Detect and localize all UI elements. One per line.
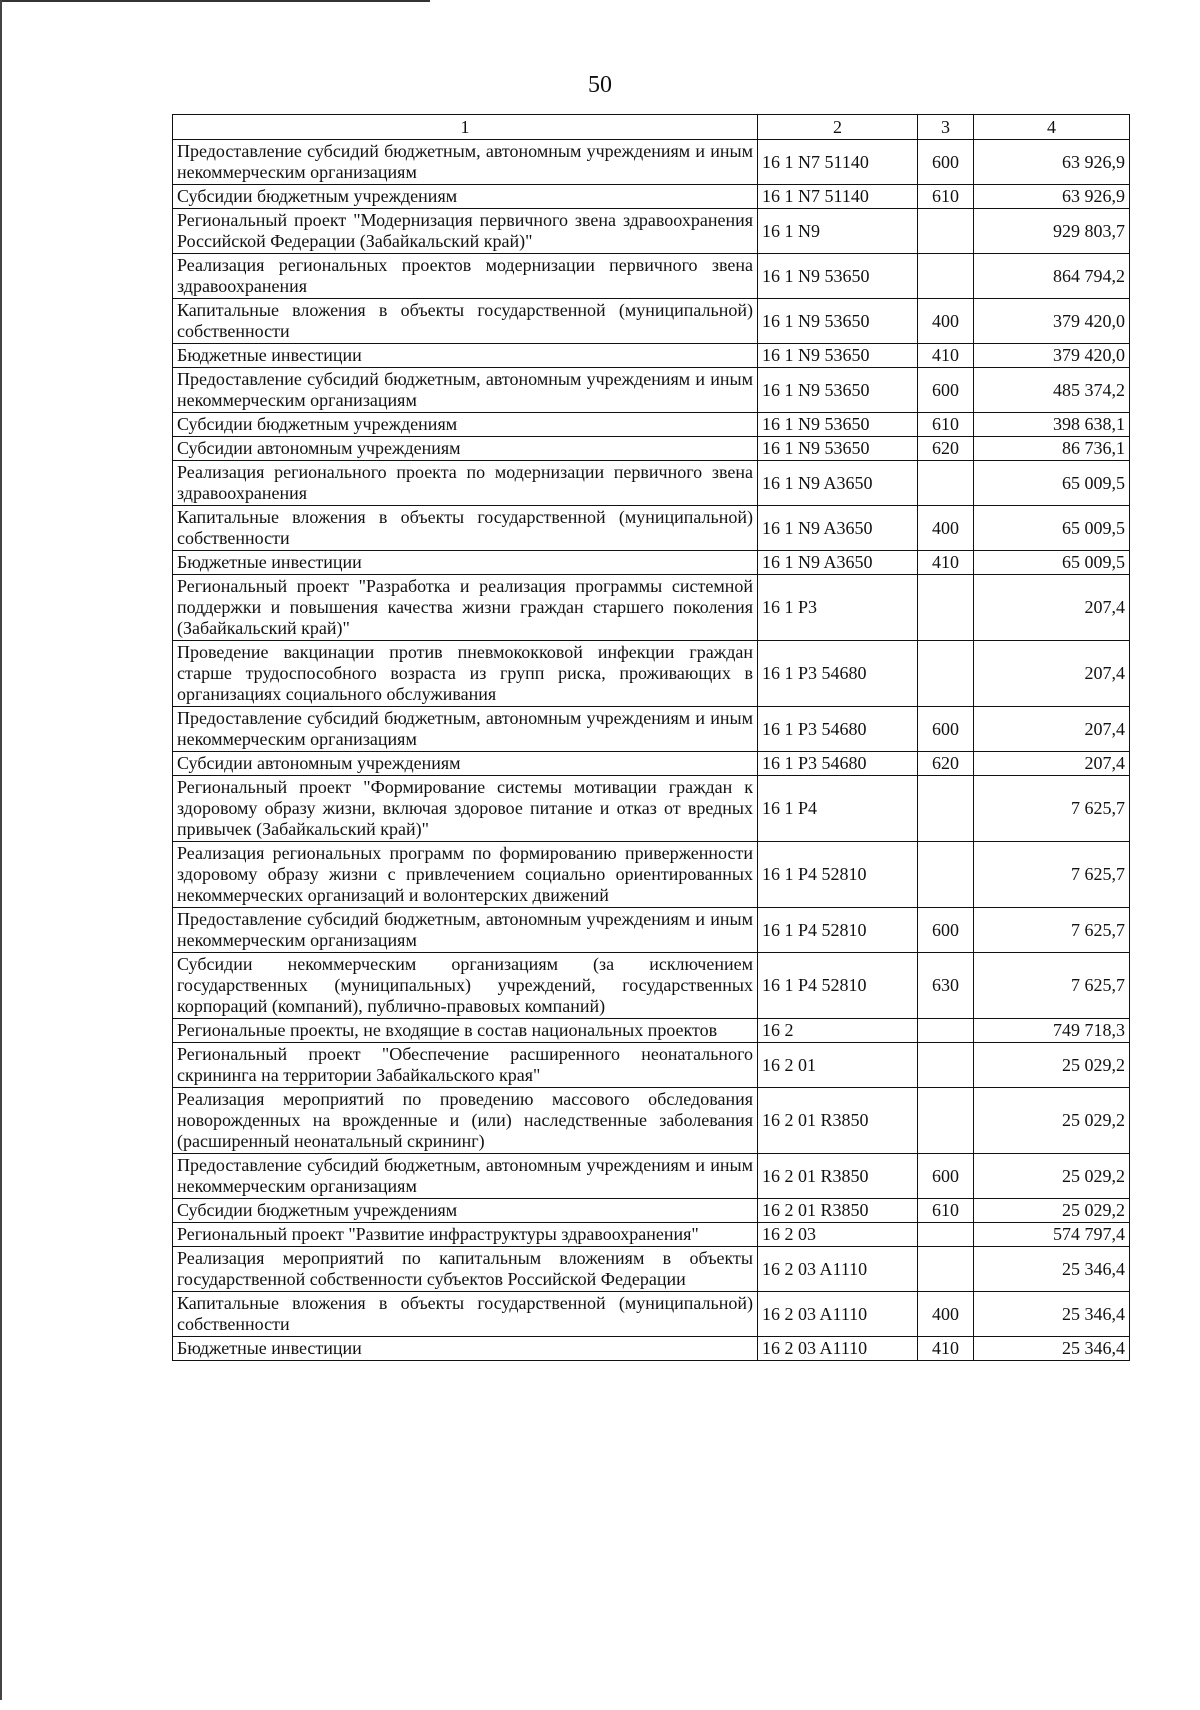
row-code-cell: 16 1 N9 A3650 bbox=[758, 506, 918, 551]
row-type-cell bbox=[918, 1223, 974, 1247]
row-code-cell: 16 2 01 R3850 bbox=[758, 1088, 918, 1154]
table-row bbox=[173, 437, 1130, 461]
row-type-cell bbox=[918, 254, 974, 299]
row-amount-cell: 25 346,4 bbox=[974, 1247, 1130, 1292]
row-code-cell: 16 2 03 A1110 bbox=[758, 1292, 918, 1337]
scan-edge-left bbox=[0, 0, 2, 1700]
table-row bbox=[173, 953, 1130, 1019]
row-amount-cell: 25 029,2 bbox=[974, 1199, 1130, 1223]
row-amount-cell: 207,4 bbox=[974, 641, 1130, 707]
row-name-cell: Региональный проект "Обеспечение расширенного неонатального скрининга на территории Забайкальского края" bbox=[173, 1043, 758, 1088]
table-row bbox=[173, 752, 1130, 776]
row-amount-cell: 398 638,1 bbox=[974, 413, 1130, 437]
table-row bbox=[173, 1223, 1130, 1247]
row-name-cell: Реализация мероприятий по проведению массового обследования новорожденных на врожденные и (или) наследственные заболевания (расширенный неонатальный скрининг) bbox=[173, 1088, 758, 1154]
table-row bbox=[173, 1292, 1130, 1337]
row-amount-cell: 7 625,7 bbox=[974, 953, 1130, 1019]
row-code-cell: 16 2 01 R3850 bbox=[758, 1154, 918, 1199]
row-amount-cell: 7 625,7 bbox=[974, 842, 1130, 908]
table-row bbox=[173, 1043, 1130, 1088]
table-row bbox=[173, 413, 1130, 437]
row-type-cell: 400 bbox=[918, 1292, 974, 1337]
row-type-cell bbox=[918, 641, 974, 707]
table-row bbox=[173, 209, 1130, 254]
row-amount-cell: 63 926,9 bbox=[974, 185, 1130, 209]
row-name-cell: Региональные проекты, не входящие в состав национальных проектов bbox=[173, 1019, 758, 1043]
row-name-cell: Реализация региональных программ по формированию приверженности здоровому образу жизни с привлечением социально ориентированных некоммерческих организаций и волонтерских движений bbox=[173, 842, 758, 908]
table-row bbox=[173, 842, 1130, 908]
row-name-cell: Региональный проект "Развитие инфраструктуры здравоохранения" bbox=[173, 1223, 758, 1247]
row-type-cell bbox=[918, 1247, 974, 1292]
row-code-cell: 16 1 N9 53650 bbox=[758, 299, 918, 344]
row-type-cell: 410 bbox=[918, 344, 974, 368]
table-row bbox=[173, 1154, 1130, 1199]
row-name-cell: Капитальные вложения в объекты государственной (муниципальной) собственности bbox=[173, 1292, 758, 1337]
row-type-cell bbox=[918, 461, 974, 506]
row-code-cell: 16 1 N9 53650 bbox=[758, 368, 918, 413]
row-amount-cell: 63 926,9 bbox=[974, 140, 1130, 185]
table-header-row bbox=[173, 115, 1130, 140]
row-amount-cell: 207,4 bbox=[974, 575, 1130, 641]
row-type-cell: 610 bbox=[918, 413, 974, 437]
row-code-cell: 16 1 P3 54680 bbox=[758, 707, 918, 752]
table-row bbox=[173, 551, 1130, 575]
table-row bbox=[173, 1337, 1130, 1361]
row-code-cell: 16 2 03 A1110 bbox=[758, 1247, 918, 1292]
row-type-cell bbox=[918, 842, 974, 908]
column-header-amount: 4 bbox=[974, 115, 1130, 140]
row-type-cell bbox=[918, 1019, 974, 1043]
table-row bbox=[173, 575, 1130, 641]
column-header-name: 1 bbox=[173, 115, 758, 140]
row-amount-cell: 65 009,5 bbox=[974, 506, 1130, 551]
row-amount-cell: 25 346,4 bbox=[974, 1292, 1130, 1337]
row-type-cell bbox=[918, 209, 974, 254]
row-name-cell: Субсидии автономным учреждениям bbox=[173, 752, 758, 776]
row-code-cell: 16 1 P4 52810 bbox=[758, 842, 918, 908]
row-amount-cell: 207,4 bbox=[974, 752, 1130, 776]
row-name-cell: Реализация региональных проектов модернизации первичного звена здравоохранения bbox=[173, 254, 758, 299]
row-type-cell: 600 bbox=[918, 368, 974, 413]
row-amount-cell: 7 625,7 bbox=[974, 908, 1130, 953]
row-amount-cell: 864 794,2 bbox=[974, 254, 1130, 299]
row-type-cell bbox=[918, 575, 974, 641]
row-amount-cell: 25 029,2 bbox=[974, 1043, 1130, 1088]
row-amount-cell: 65 009,5 bbox=[974, 461, 1130, 506]
row-amount-cell: 25 346,4 bbox=[974, 1337, 1130, 1361]
row-type-cell bbox=[918, 776, 974, 842]
row-name-cell: Проведение вакцинации против пневмококковой инфекции граждан старше трудоспособного возраста из групп риска, проживающих в организациях социального обслуживания bbox=[173, 641, 758, 707]
row-code-cell: 16 2 01 bbox=[758, 1043, 918, 1088]
row-code-cell: 16 1 N9 53650 bbox=[758, 437, 918, 461]
row-type-cell: 600 bbox=[918, 908, 974, 953]
row-amount-cell: 25 029,2 bbox=[974, 1088, 1130, 1154]
row-code-cell: 16 1 N9 bbox=[758, 209, 918, 254]
row-code-cell: 16 1 N9 A3650 bbox=[758, 461, 918, 506]
row-type-cell: 600 bbox=[918, 140, 974, 185]
row-code-cell: 16 1 N9 53650 bbox=[758, 413, 918, 437]
row-code-cell: 16 1 N7 51140 bbox=[758, 140, 918, 185]
row-amount-cell: 7 625,7 bbox=[974, 776, 1130, 842]
row-type-cell: 410 bbox=[918, 551, 974, 575]
table-row bbox=[173, 908, 1130, 953]
row-amount-cell: 485 374,2 bbox=[974, 368, 1130, 413]
row-name-cell: Капитальные вложения в объекты государственной (муниципальной) собственности bbox=[173, 506, 758, 551]
table-row bbox=[173, 506, 1130, 551]
row-code-cell: 16 1 N7 51140 bbox=[758, 185, 918, 209]
table-row bbox=[173, 707, 1130, 752]
row-name-cell: Предоставление субсидий бюджетным, автономным учреждениям и иным некоммерческим организациям bbox=[173, 1154, 758, 1199]
table-row bbox=[173, 299, 1130, 344]
row-amount-cell: 65 009,5 bbox=[974, 551, 1130, 575]
row-name-cell: Предоставление субсидий бюджетным, автономным учреждениям и иным некоммерческим организациям bbox=[173, 368, 758, 413]
table-row bbox=[173, 1088, 1130, 1154]
row-name-cell: Бюджетные инвестиции bbox=[173, 1337, 758, 1361]
table-row bbox=[173, 254, 1130, 299]
table-row bbox=[173, 1199, 1130, 1223]
row-type-cell: 630 bbox=[918, 953, 974, 1019]
row-code-cell: 16 1 P3 bbox=[758, 575, 918, 641]
table-row bbox=[173, 641, 1130, 707]
row-name-cell: Предоставление субсидий бюджетным, автономным учреждениям и иным некоммерческим организациям bbox=[173, 908, 758, 953]
row-type-cell: 600 bbox=[918, 707, 974, 752]
row-code-cell: 16 1 P4 52810 bbox=[758, 953, 918, 1019]
row-code-cell: 16 1 N9 53650 bbox=[758, 254, 918, 299]
row-code-cell: 16 1 P3 54680 bbox=[758, 641, 918, 707]
row-code-cell: 16 2 01 R3850 bbox=[758, 1199, 918, 1223]
row-name-cell: Региональный проект "Модернизация первичного звена здравоохранения Российской Федерации (Забайкальский край)" bbox=[173, 209, 758, 254]
table-row bbox=[173, 185, 1130, 209]
row-code-cell: 16 2 03 bbox=[758, 1223, 918, 1247]
column-header-type: 3 bbox=[918, 115, 974, 140]
row-type-cell: 600 bbox=[918, 1154, 974, 1199]
table-row bbox=[173, 140, 1130, 185]
row-type-cell: 400 bbox=[918, 506, 974, 551]
row-amount-cell: 749 718,3 bbox=[974, 1019, 1130, 1043]
row-type-cell bbox=[918, 1043, 974, 1088]
row-code-cell: 16 2 bbox=[758, 1019, 918, 1043]
column-header-code: 2 bbox=[758, 115, 918, 140]
row-name-cell: Бюджетные инвестиции bbox=[173, 344, 758, 368]
row-type-cell: 610 bbox=[918, 1199, 974, 1223]
row-name-cell: Предоставление субсидий бюджетным, автономным учреждениям и иным некоммерческим организациям bbox=[173, 140, 758, 185]
row-name-cell: Региональный проект "Формирование системы мотивации граждан к здоровому образу жизни, включая здоровое питание и отказ от вредных привычек (Забайкальский край)" bbox=[173, 776, 758, 842]
row-name-cell: Предоставление субсидий бюджетным, автономным учреждениям и иным некоммерческим организациям bbox=[173, 707, 758, 752]
budget-table bbox=[172, 114, 1130, 1361]
row-type-cell: 610 bbox=[918, 185, 974, 209]
row-name-cell: Субсидии бюджетным учреждениям bbox=[173, 413, 758, 437]
row-name-cell: Капитальные вложения в объекты государственной (муниципальной) собственности bbox=[173, 299, 758, 344]
row-type-cell bbox=[918, 1088, 974, 1154]
row-type-cell: 620 bbox=[918, 437, 974, 461]
row-code-cell: 16 1 N9 A3650 bbox=[758, 551, 918, 575]
row-name-cell: Субсидии бюджетным учреждениям bbox=[173, 185, 758, 209]
row-code-cell: 16 1 P3 54680 bbox=[758, 752, 918, 776]
table-row bbox=[173, 776, 1130, 842]
row-name-cell: Субсидии некоммерческим организациям (за исключением государственных (муниципальных) учреждений, государственных корпораций (компаний), публично-правовых компаний) bbox=[173, 953, 758, 1019]
row-code-cell: 16 2 03 A1110 bbox=[758, 1337, 918, 1361]
table-row bbox=[173, 344, 1130, 368]
table-row bbox=[173, 1019, 1130, 1043]
row-amount-cell: 25 029,2 bbox=[974, 1154, 1130, 1199]
row-amount-cell: 86 736,1 bbox=[974, 437, 1130, 461]
table-row bbox=[173, 1247, 1130, 1292]
scan-edge-top bbox=[0, 0, 430, 2]
row-type-cell: 410 bbox=[918, 1337, 974, 1361]
row-amount-cell: 929 803,7 bbox=[974, 209, 1130, 254]
table-body bbox=[173, 140, 1130, 1361]
row-type-cell: 400 bbox=[918, 299, 974, 344]
page-number: 50 bbox=[588, 72, 612, 98]
row-code-cell: 16 1 N9 53650 bbox=[758, 344, 918, 368]
row-amount-cell: 379 420,0 bbox=[974, 344, 1130, 368]
row-amount-cell: 574 797,4 bbox=[974, 1223, 1130, 1247]
table-row bbox=[173, 368, 1130, 413]
row-name-cell: Субсидии автономным учреждениям bbox=[173, 437, 758, 461]
table-row bbox=[173, 461, 1130, 506]
row-name-cell: Субсидии бюджетным учреждениям bbox=[173, 1199, 758, 1223]
row-amount-cell: 207,4 bbox=[974, 707, 1130, 752]
row-name-cell: Реализация мероприятий по капитальным вложениям в объекты государственной собственности субъектов Российской Федерации bbox=[173, 1247, 758, 1292]
row-type-cell: 620 bbox=[918, 752, 974, 776]
row-code-cell: 16 1 P4 bbox=[758, 776, 918, 842]
row-name-cell: Бюджетные инвестиции bbox=[173, 551, 758, 575]
row-name-cell: Реализация регионального проекта по модернизации первичного звена здравоохранения bbox=[173, 461, 758, 506]
row-code-cell: 16 1 P4 52810 bbox=[758, 908, 918, 953]
row-name-cell: Региональный проект "Разработка и реализация программы системной поддержки и повышения качества жизни граждан старшего поколения (Забайкальский край)" bbox=[173, 575, 758, 641]
row-amount-cell: 379 420,0 bbox=[974, 299, 1130, 344]
